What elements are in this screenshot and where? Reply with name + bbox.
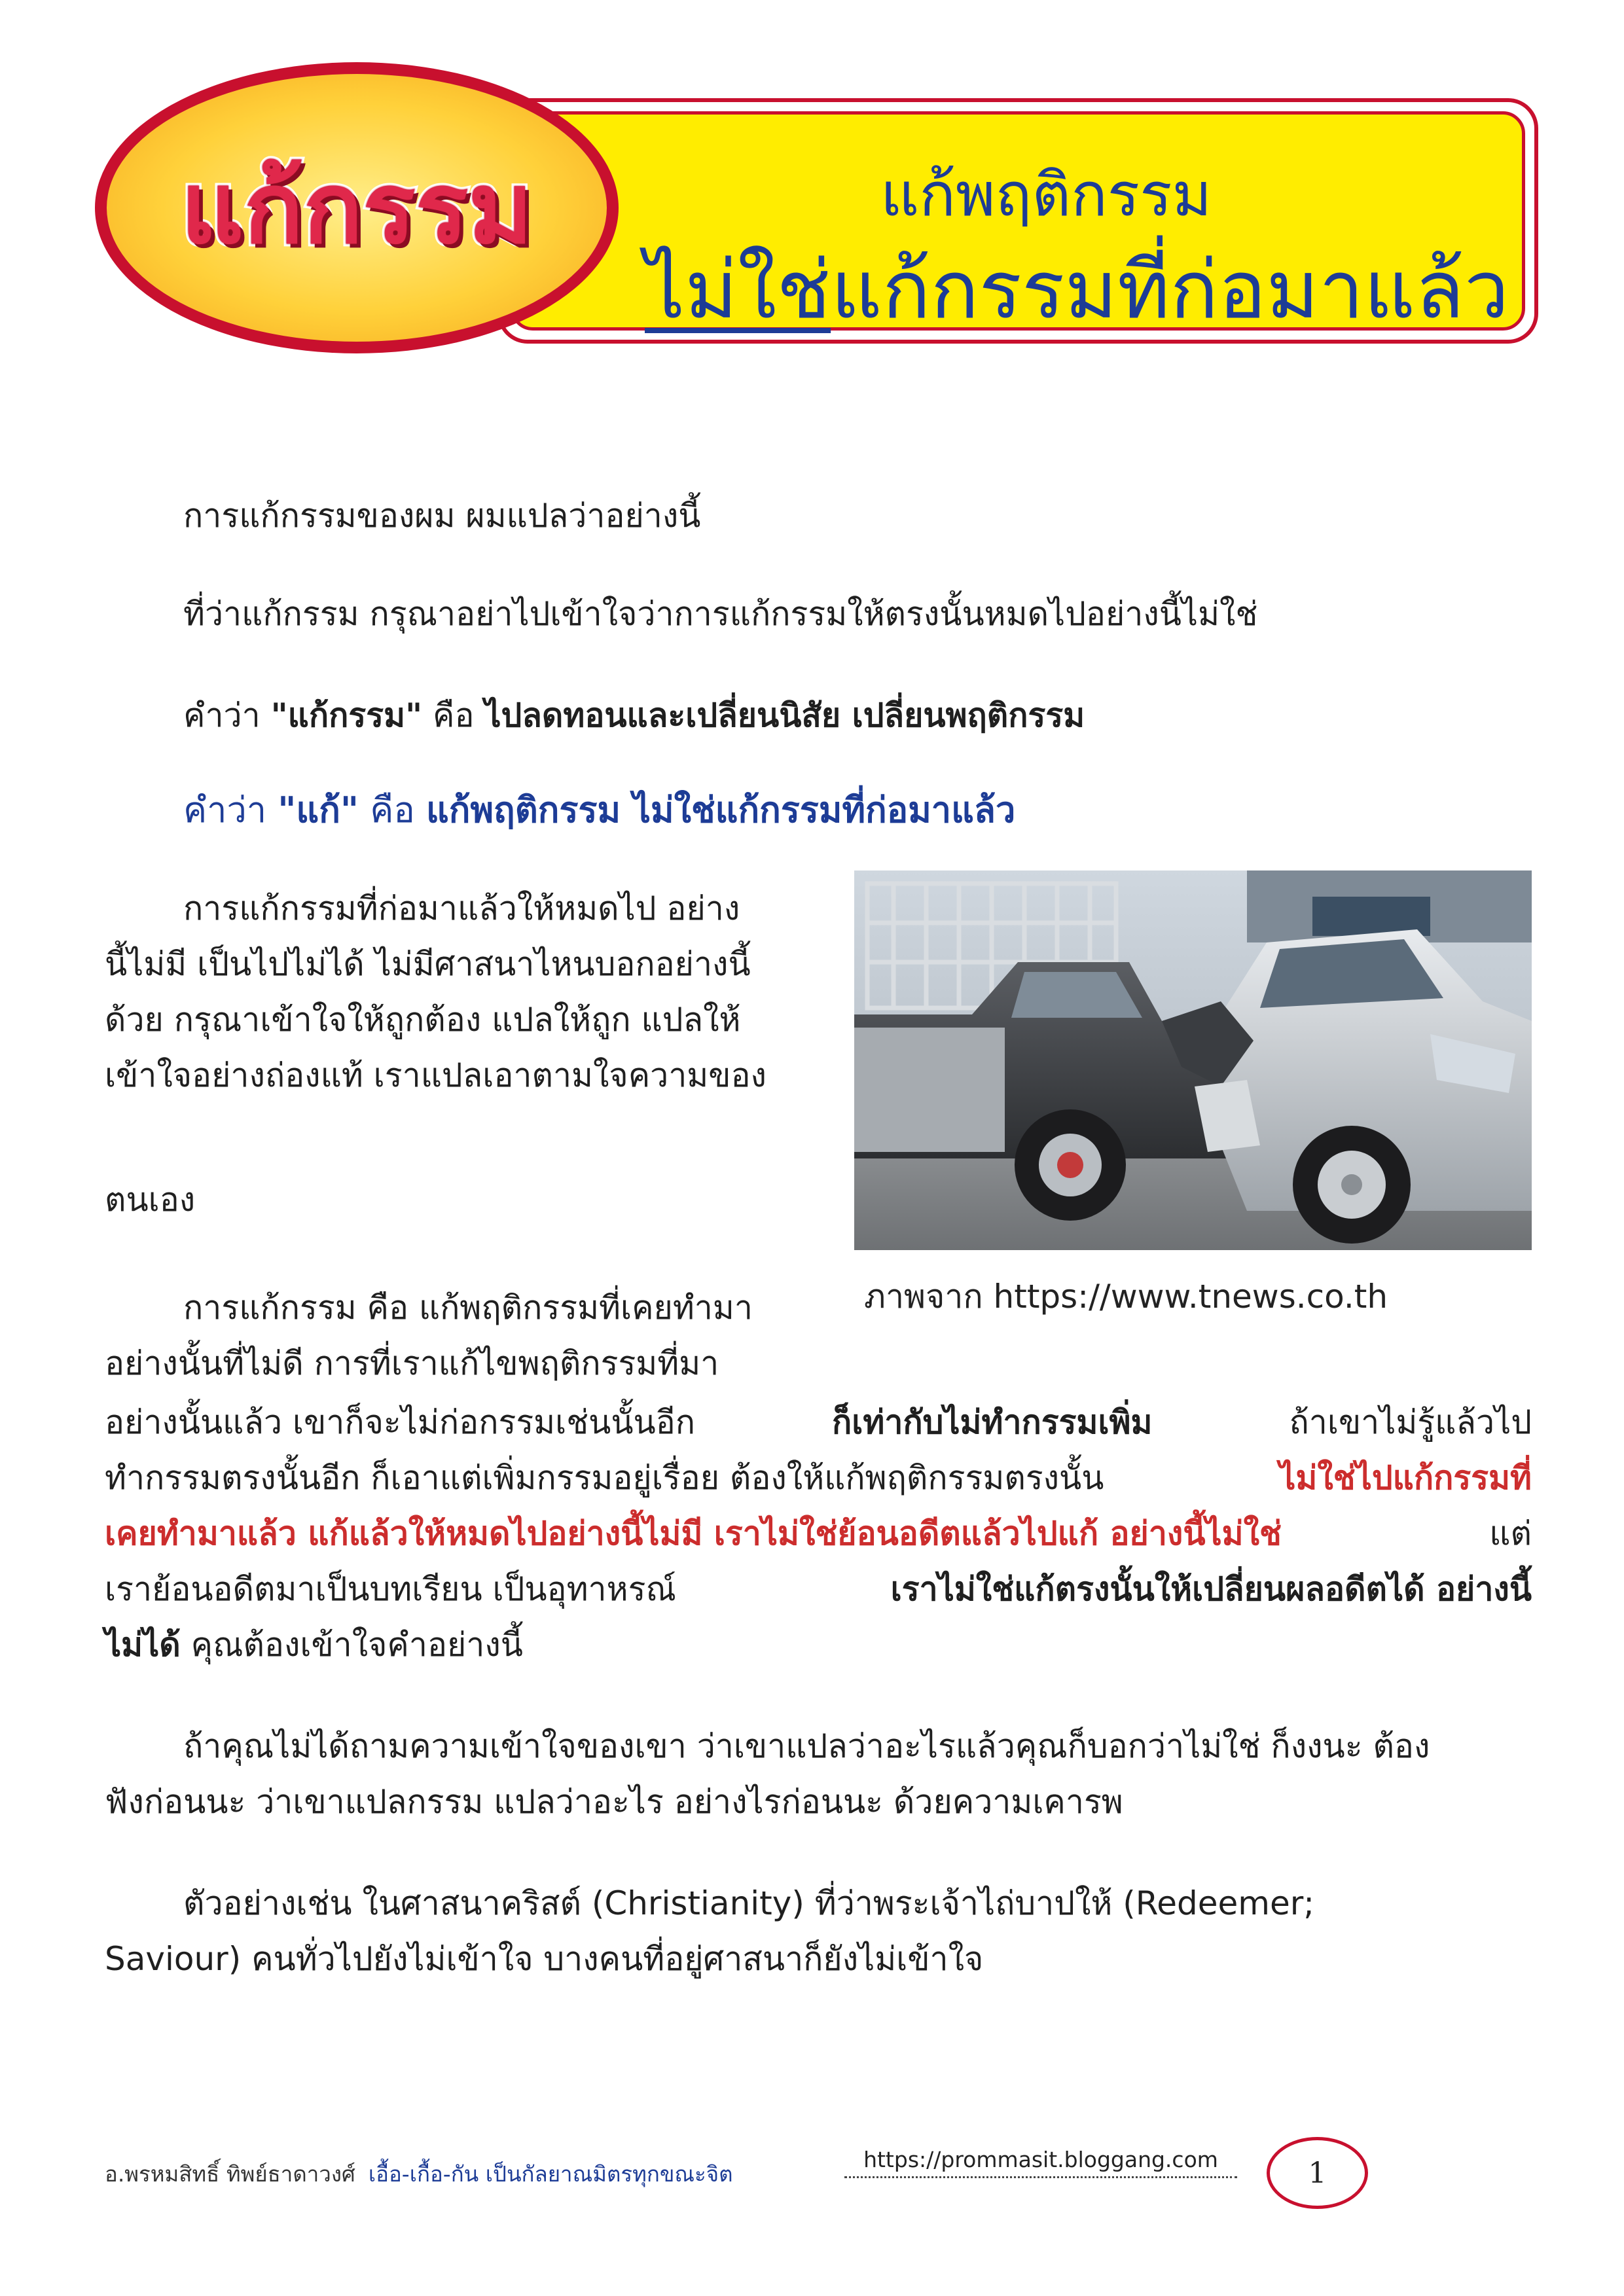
footer-url-link[interactable]: https://prommasit.bloggang.com bbox=[844, 2147, 1237, 2178]
p6-line-3 bbox=[105, 1401, 1532, 1444]
paragraph-1: การแก้กรรมของผม ผมแปลว่าอย่างนี้ bbox=[183, 497, 701, 535]
p6-line-7 bbox=[105, 1623, 523, 1666]
banner-subtitle: แก้พฤติกรรม bbox=[880, 160, 1212, 230]
p7-line-1: ถ้าคุณไม่ได้ถามความเข้าใจของเขา ว่าเขาแปลว่าอะไรแล้วคุณก็บอกว่าไม่ใช่ ก็งงนะ ต้อง bbox=[183, 1727, 1430, 1765]
p6-line-4-red: ไม่ใช่ไปแก้กรรมที่ bbox=[1279, 1459, 1532, 1497]
p5-line-4: เข้าใจอย่างถ่องแท้ เราแปลเอาตามใจความของ bbox=[105, 1056, 767, 1094]
p7-line-2: ฟังก่อนนะ ว่าเขาแปลกรรม แปลว่าอะไร อย่างไรก่อนนะ ด้วยความเคารพ bbox=[105, 1783, 1123, 1821]
p6-line-1: การแก้กรรม คือ แก้พฤติกรรมที่เคยทำมา bbox=[183, 1289, 753, 1327]
p4-term: "แก้" bbox=[278, 789, 359, 831]
p3-is: คือ bbox=[422, 696, 485, 734]
paragraph-2: ที่ว่าแก้กรรม กรุณาอย่าไปเข้าใจว่าการแก้กรรมให้ตรงนั้นหมดไปอย่างนี้ไม่ใช่ bbox=[183, 595, 1258, 633]
p5-line-1: การแก้กรรมที่ก่อมาแล้วให้หมดไป อย่าง bbox=[183, 889, 740, 927]
page-title: แก้กรรม bbox=[180, 151, 533, 266]
p8-line-1: ตัวอย่างเช่น ในศาสนาคริสต์ (Christianity) ที่ว่าพระเจ้าไถ่บาปให้ (Redeemer; bbox=[183, 1884, 1315, 1922]
p6-line-7-b: คุณต้องเข้าใจคำอย่างนี้ bbox=[180, 1626, 523, 1664]
p8-line-2: Saviour) คนทั่วไปยังไม่เข้าใจ บางคนที่อยู่ศาสนาก็ยังไม่เข้าใจ bbox=[105, 1940, 984, 1978]
p6-line-3-bold: ก็เท่ากับไม่ทำกรรมเพิ่ม bbox=[832, 1403, 1153, 1441]
p3-definition: ไปลดทอนและเปลี่ยนนิสัย เปลี่ยนพฤติกรรม bbox=[484, 696, 1085, 734]
p3-term: "แก้กรรม" bbox=[270, 696, 423, 734]
p6-line-4 bbox=[105, 1456, 1532, 1499]
p6-line-7-bold: ไม่ได้ bbox=[105, 1626, 181, 1664]
header-banner bbox=[497, 98, 1538, 344]
car-crash-illustration bbox=[854, 870, 1532, 1250]
car-crash-photo bbox=[854, 870, 1532, 1250]
footer-author-name: อ.พรหมสิทธิ์ ทิพย์ธาดาวงศ์ bbox=[105, 2161, 355, 2187]
p5-line-5: ตนเอง bbox=[105, 1181, 196, 1219]
p6-line-3-c: ถ้าเขาไม่รู้แล้วไป bbox=[1289, 1403, 1532, 1441]
paragraph-3 bbox=[183, 694, 1085, 737]
p6-line-5 bbox=[105, 1512, 1532, 1555]
title-oval bbox=[95, 62, 619, 353]
p6-line-6 bbox=[105, 1568, 1532, 1611]
p5-line-2: นี้ไม่มี เป็นไปไม่ได้ ไม่มีศาสนาไหนบอกอย่างนี้ bbox=[105, 945, 751, 983]
p3-word: คำว่า bbox=[183, 696, 271, 734]
p6-line-2: อย่างนั้นที่ไม่ดี การที่เราแก้ไขพฤติกรรมที่มา bbox=[105, 1344, 719, 1382]
title-oval-fill bbox=[107, 74, 607, 342]
paragraph-4-highlight bbox=[183, 789, 1015, 832]
p6-line-6-a: เราย้อนอดีตมาเป็นบทเรียน เป็นอุทาหรณ์ bbox=[105, 1570, 676, 1608]
p6-line-3-a: อย่างนั้นแล้ว เขาก็จะไม่ก่อกรรมเช่นนั้นอีก bbox=[105, 1403, 696, 1441]
p6-line-5-red: เคยทำมาแล้ว แก้แล้วให้หมดไปอย่างนี้ไม่มี เราไม่ใช่ย้อนอดีตแล้วไปแก้ อย่างนี้ไม่ใช่ bbox=[105, 1515, 1282, 1552]
p4-definition: แก้พฤติกรรม ไม่ใช่แก้กรรมที่ก่อมาแล้ว bbox=[425, 789, 1016, 831]
p6-line-6-bold: เราไม่ใช่แก้ตรงนั้นให้เปลี่ยนผลอดีตได้ อย่างนี้ bbox=[890, 1570, 1532, 1608]
banner-title-rest: แก้กรรมที่ก่อมาแล้ว bbox=[831, 243, 1509, 336]
footer-slogan: เอื้อ-เกื้อ-กัน เป็นกัลยาณมิตรทุกขณะจิต bbox=[368, 2161, 733, 2187]
p4-is: คือ bbox=[359, 789, 426, 831]
header-banner-panel bbox=[511, 111, 1525, 336]
p6-line-5-b: แต่ bbox=[1489, 1515, 1532, 1552]
banner-title bbox=[645, 226, 1509, 353]
p4-word: คำว่า bbox=[183, 789, 278, 831]
photo-caption: ภาพจาก https://www.tnews.co.th bbox=[864, 1278, 1388, 1316]
footer-author bbox=[105, 2157, 733, 2191]
page-number: 1 bbox=[1267, 2137, 1368, 2209]
p6-line-4-a: ทำกรรมตรงนั้นอีก ก็เอาแต่เพิ่มกรรมอยู่เรื่อย ต้องให้แก้พฤติกรรมตรงนั้น bbox=[105, 1459, 1104, 1497]
banner-title-underlined: ไม่ใช่ bbox=[645, 243, 831, 336]
p5-line-3: ด้วย กรุณาเข้าใจให้ถูกต้อง แปลให้ถูก แปลให้ bbox=[105, 1001, 741, 1039]
